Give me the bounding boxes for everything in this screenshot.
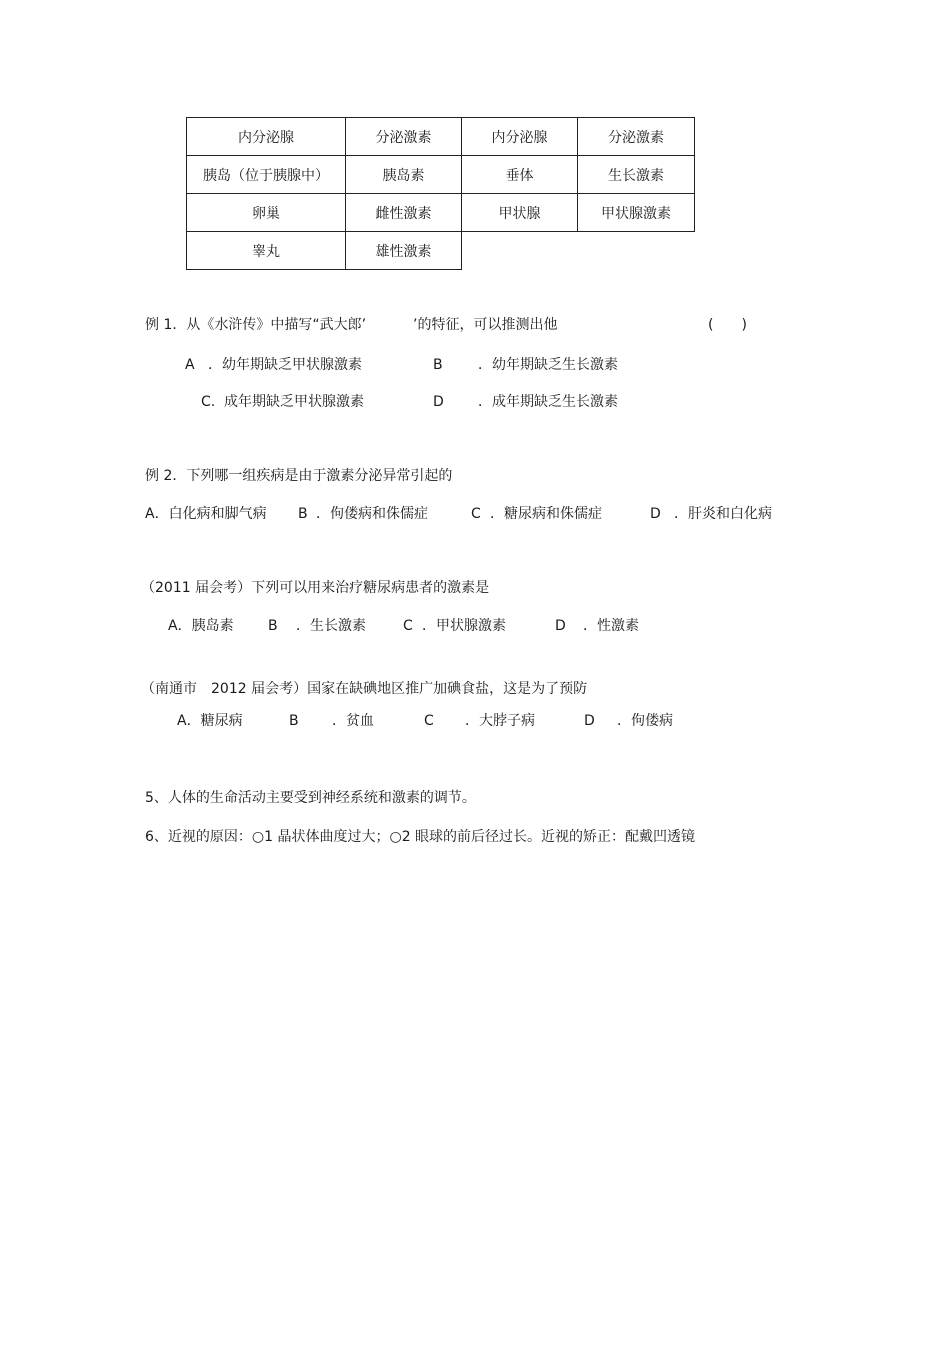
- point-5: 5、人体的生命活动主要受到神经系统和激素的调节。: [145, 790, 476, 806]
- question-1-options-row-2: [0, 393, 950, 411]
- option-c-text: ．糖尿病和侏儒症: [490, 506, 602, 522]
- table-cell: 垂体: [462, 156, 578, 194]
- table-cell: 甲状腺: [462, 194, 578, 232]
- option-d-label: D: [433, 394, 444, 410]
- table-cell: 胰岛素: [346, 156, 462, 194]
- answer-bracket: ( ): [708, 317, 747, 333]
- question-4-options: [0, 712, 950, 730]
- option-d-text: ．肝炎和白化病: [674, 506, 772, 522]
- question-4-stem: （南通市 2012 届会考）国家在缺碘地区推广加碘食盐，这是为了预防: [141, 681, 588, 697]
- table-row: [187, 156, 695, 194]
- option-c-label: C: [424, 713, 434, 729]
- table-cell: 睾丸: [187, 232, 346, 270]
- option-b-label: B: [433, 357, 443, 373]
- option-c-text: 成年期缺乏甲状腺激素: [224, 394, 364, 410]
- option-c-label: C.: [201, 394, 216, 410]
- table-cell: 内分泌腺: [462, 118, 578, 156]
- option-a-label: A: [185, 357, 195, 373]
- table-cell: 内分泌腺: [187, 118, 346, 156]
- table-cell: 雌性激素: [346, 194, 462, 232]
- table-cell: 生长激素: [578, 156, 695, 194]
- option-c-text: ．大脖子病: [465, 713, 535, 729]
- option-a-text: A．糖尿病: [177, 713, 243, 729]
- table-cell-empty: [462, 232, 578, 270]
- table-cell-empty: [578, 232, 695, 270]
- option-d-text: ．成年期缺乏生长激素: [478, 394, 618, 410]
- table-row: [187, 194, 695, 232]
- table-cell: 卵巢: [187, 194, 346, 232]
- option-d-label: D: [584, 713, 595, 729]
- point-6: 6、近视的原因：○1 晶状体曲度过大；○2 眼球的前后径过长。近视的矫正：配戴凹透镜: [145, 829, 696, 845]
- table-cell: 分泌激素: [346, 118, 462, 156]
- option-b-label: B: [298, 506, 308, 522]
- option-d-text: ．佝偻病: [617, 713, 673, 729]
- question-1-options-row-1: [0, 356, 950, 374]
- option-a-text: ．幼年期缺乏甲状腺激素: [208, 357, 362, 373]
- table-row: [187, 118, 695, 156]
- table-cell: 胰岛（位于胰腺中）: [187, 156, 346, 194]
- table-cell: 雄性激素: [346, 232, 462, 270]
- option-a-text: A．胰岛素: [168, 618, 234, 634]
- option-b-label: B: [289, 713, 299, 729]
- option-d-label: D: [555, 618, 566, 634]
- option-b-text: ．生长激素: [296, 618, 366, 634]
- question-1-stem-text: 例 1．从《水浒传》中描写“武大郎’: [145, 317, 367, 333]
- table-cell: 分泌激素: [578, 118, 695, 156]
- option-c-label: C: [403, 618, 413, 634]
- option-b-text: ．佝偻病和侏儒症: [316, 506, 428, 522]
- option-d-label: D: [650, 506, 661, 522]
- table-cell: 甲状腺激素: [578, 194, 695, 232]
- hormone-table: [186, 117, 695, 270]
- table-row: [187, 232, 695, 270]
- question-3-stem: （2011 届会考）下列可以用来治疗糖尿病患者的激素是: [141, 580, 490, 596]
- question-3-options: [0, 617, 950, 635]
- option-b-text: ．幼年期缺乏生长激素: [478, 357, 618, 373]
- option-c-text: ．甲状腺激素: [422, 618, 506, 634]
- option-a-text: A．白化病和脚气病: [145, 506, 267, 522]
- option-b-text: ．贫血: [332, 713, 374, 729]
- question-1-stem-end: ’的特征，可以推测出他: [413, 317, 558, 333]
- option-b-label: B: [268, 618, 278, 634]
- option-c-label: C: [471, 506, 481, 522]
- option-d-text: ．性激素: [583, 618, 639, 634]
- question-2-stem: 例 2．下列哪一组疾病是由于激素分泌异常引起的: [145, 468, 453, 484]
- question-2-options: [0, 505, 950, 523]
- question-1-stem: [0, 316, 950, 334]
